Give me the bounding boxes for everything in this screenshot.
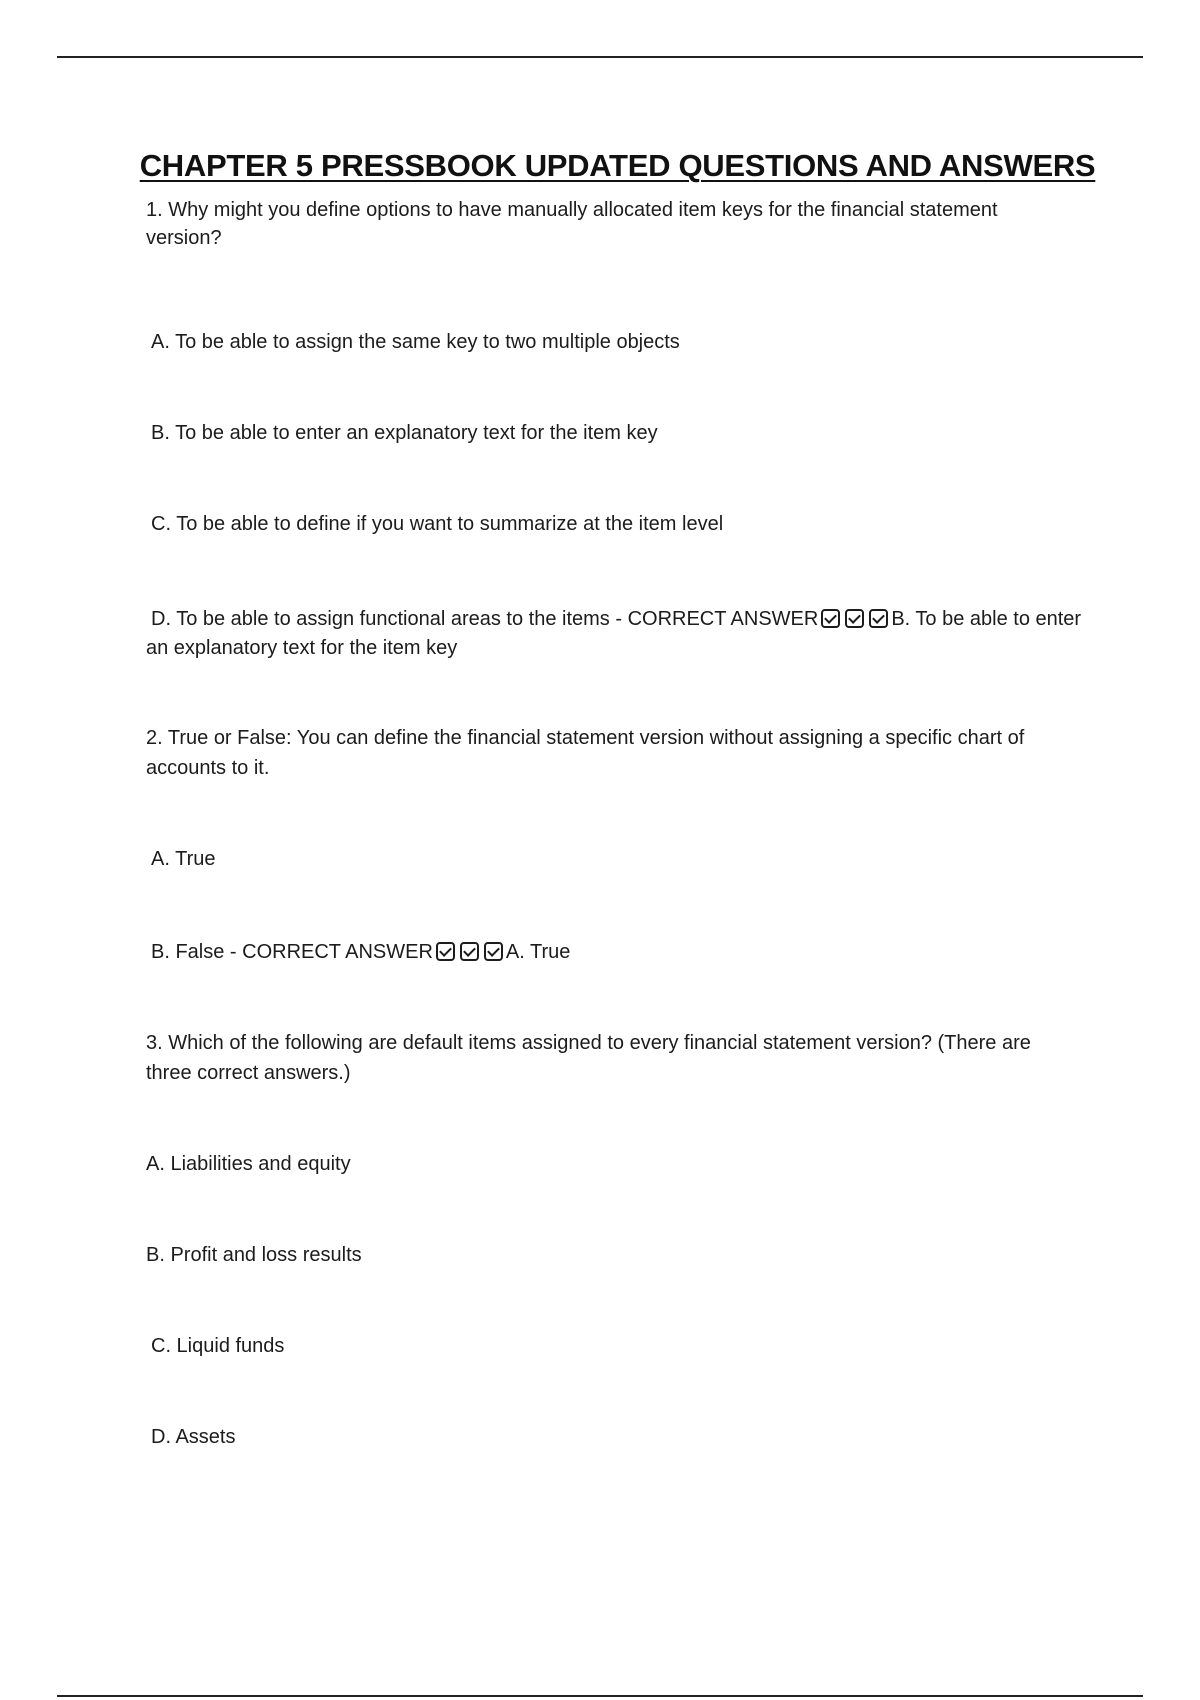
checkbox-checked-icon bbox=[845, 609, 864, 628]
question-2-text-line-1: 2. True or False: You can define the financial statement version without assigning a specific chart of bbox=[146, 727, 1025, 749]
checkbox-checked-icon bbox=[484, 942, 503, 961]
question-1-text-line-2: version? bbox=[146, 227, 222, 249]
question-2-text-line-2: accounts to it. bbox=[146, 757, 270, 779]
question-3-option-a: A. Liabilities and equity bbox=[146, 1153, 351, 1175]
top-rule bbox=[57, 56, 1143, 58]
question-1-option-d bbox=[151, 605, 1081, 634]
checkbox-checked-icon bbox=[460, 942, 479, 961]
question-3-option-b: B. Profit and loss results bbox=[146, 1244, 362, 1266]
bottom-rule bbox=[57, 1695, 1143, 1697]
correct-answer-checks bbox=[436, 938, 508, 967]
checkbox-checked-icon bbox=[436, 942, 455, 961]
question-1-text-line-1: 1. Why might you define options to have manually allocated item keys for the financial statement bbox=[146, 199, 998, 221]
question-3-text-line-2: three correct answers.) bbox=[146, 1062, 351, 1084]
question-3-text-line-1: 3. Which of the following are default items assigned to every financial statement version? (There are bbox=[146, 1032, 1031, 1054]
question-1-correct-answer: B. To be able to enter bbox=[891, 608, 1082, 630]
question-3-option-c: C. Liquid funds bbox=[151, 1335, 285, 1357]
checkbox-checked-icon bbox=[821, 609, 840, 628]
question-2-option-b bbox=[151, 938, 570, 967]
question-3-option-d: D. Assets bbox=[151, 1426, 236, 1448]
question-1-correct-answer-line-2: an explanatory text for the item key bbox=[146, 637, 458, 659]
question-1-option-c: C. To be able to define if you want to summarize at the item level bbox=[151, 513, 724, 535]
question-2-correct-answer: A. True bbox=[505, 941, 571, 963]
page-title: CHAPTER 5 PRESSBOOK UPDATED QUESTIONS AND ANSWERS bbox=[139, 148, 1096, 183]
checkbox-checked-icon bbox=[869, 609, 888, 628]
question-1-option-b: B. To be able to enter an explanatory text for the item key bbox=[151, 422, 658, 444]
question-1-option-a: A. To be able to assign the same key to two multiple objects bbox=[151, 331, 680, 353]
question-2-option-b-text: B. False - CORRECT ANSWER bbox=[151, 941, 433, 963]
question-1-option-d-text: D. To be able to assign functional areas to the items - CORRECT ANSWER bbox=[151, 608, 819, 630]
question-2-option-a: A. True bbox=[151, 848, 216, 870]
correct-answer-checks bbox=[821, 605, 893, 634]
